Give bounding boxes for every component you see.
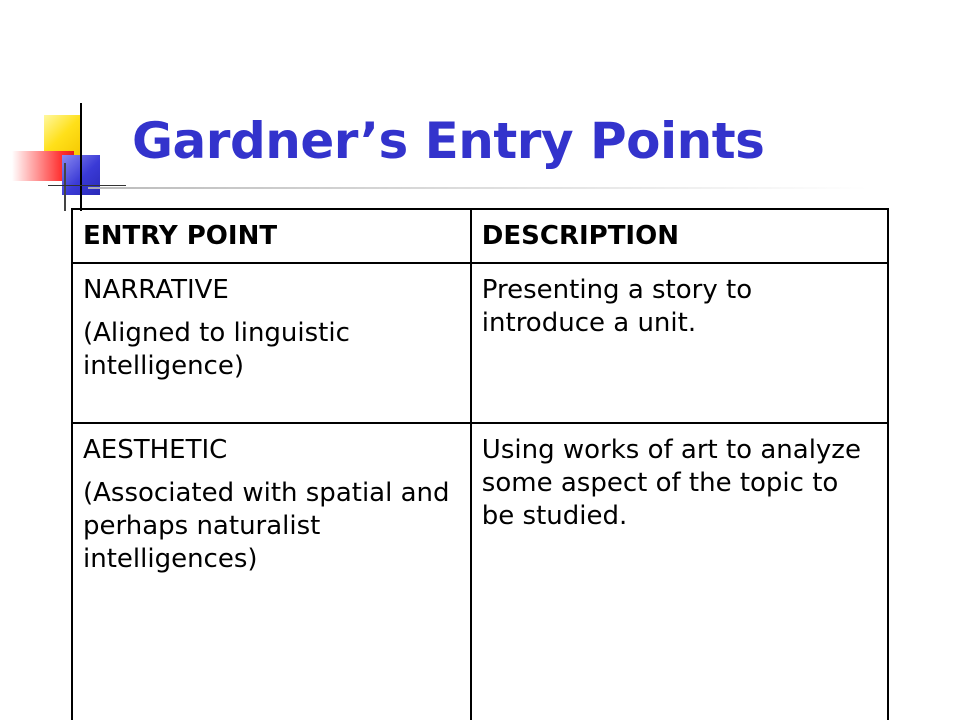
header-description: DESCRIPTION [471,209,888,263]
table-row [72,263,888,423]
header-entry-point: ENTRY POINT [72,209,471,263]
entry-point-note: (Associated with spatial and perhaps naturalist intelligences) [83,478,450,574]
corner-logo-icon [0,95,140,225]
description-text: Presenting a story to introduce a unit. [481,275,753,338]
logo-vertical-line-short [64,163,66,211]
entry-point-note: (Aligned to linguistic intelligence) [83,318,350,381]
page-title: Gardner’s Entry Points [132,112,765,170]
entry-point-name: NARRATIVE [83,275,229,305]
description-text: Using works of art to analyze some aspect of the topic to be studied. [481,435,861,531]
logo-horizontal-line [48,185,126,186]
table-header-row [72,209,888,263]
entry-point-cell [72,423,471,720]
table-row [72,423,888,720]
description-cell [471,423,888,720]
description-cell [471,263,888,423]
title-underline [88,187,868,189]
entry-point-name: AESTHETIC [83,435,228,465]
entry-point-cell [72,263,471,423]
entry-points-table [71,208,889,720]
logo-vertical-line [80,103,82,211]
